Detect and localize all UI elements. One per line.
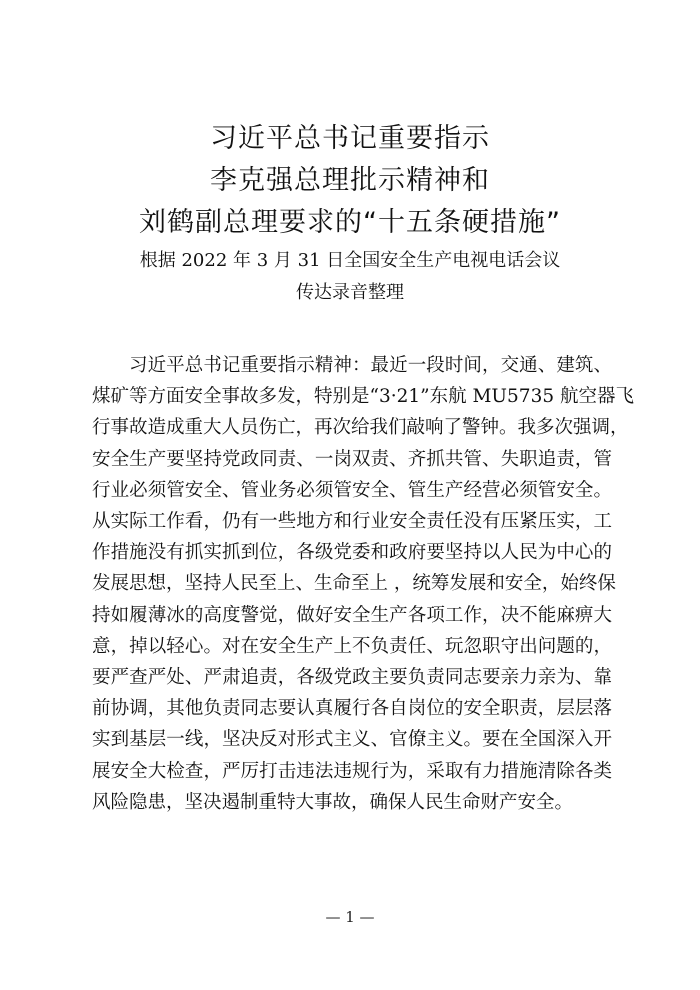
body-line: 从实际工作看，仍有一些地方和行业安全责任没有压紧压实，工	[92, 511, 612, 533]
body-line: 实到基层一线，坚决反对形式主义、官僚主义。要在全国深入开	[92, 729, 612, 751]
body-line: 发展思想，坚持人民至上、生命至上 ，统筹发展和安全，始终保	[92, 573, 616, 595]
body-line: 作措施没有抓实抓到位，各级党委和政府要坚持以人民为中心的	[92, 542, 612, 564]
document-title	[0, 118, 700, 244]
body-line: 煤矿等方面安全事故多发，特别是“3·21”东航 MU5735 航空器飞	[92, 386, 634, 408]
body-line: 前协调，其他负责同志要认真履行各自岗位的安全职责，层层落	[92, 698, 612, 720]
title-line: 习近平总书记重要指示	[210, 123, 490, 154]
body-line: 持如履薄冰的高度警觉，做好安全生产各项工作，决不能麻痹大	[92, 604, 612, 626]
page-number: — 1 —	[325, 908, 375, 926]
body-line: 展安全大检查，严厉打击违法违规行为，采取有力措施清除各类	[92, 760, 612, 782]
body-line: 要严查严处、严肃追责，各级党政主要负责同志要亲力亲为、靠	[92, 667, 612, 689]
subtitle-line: 传达录音整理	[296, 282, 404, 303]
subtitle-line: 根据 2022 年 3 月 31 日全国安全生产电视电话会议	[139, 250, 561, 271]
document-subtitle	[0, 245, 700, 309]
body-line: 行事故造成重大人员伤亡，再次给我们敲响了警钟。我多次强调，	[92, 417, 629, 439]
title-line: 李克强总理批示精神和	[210, 165, 490, 196]
body-line: 行业必须管安全、管业务必须管安全、管生产经营必须管安全。	[92, 479, 612, 501]
title-line: 刘鹤副总理要求的“十五条硬措施”	[139, 207, 561, 238]
body-line: 习近平总书记重要指示精神：最近一段时间，交通、建筑、	[129, 355, 612, 376]
body-paragraph	[92, 350, 634, 818]
body-line: 意，掉以轻心。对在安全生产上不负责任、玩忽职守出问题的，	[92, 635, 612, 657]
body-line: 安全生产要坚持党政同责、一岗双责、齐抓共管、失职追责，管	[92, 448, 612, 470]
body-line: 风险隐患，坚决遏制重特大事故，确保人民生命财产安全。	[92, 791, 574, 813]
